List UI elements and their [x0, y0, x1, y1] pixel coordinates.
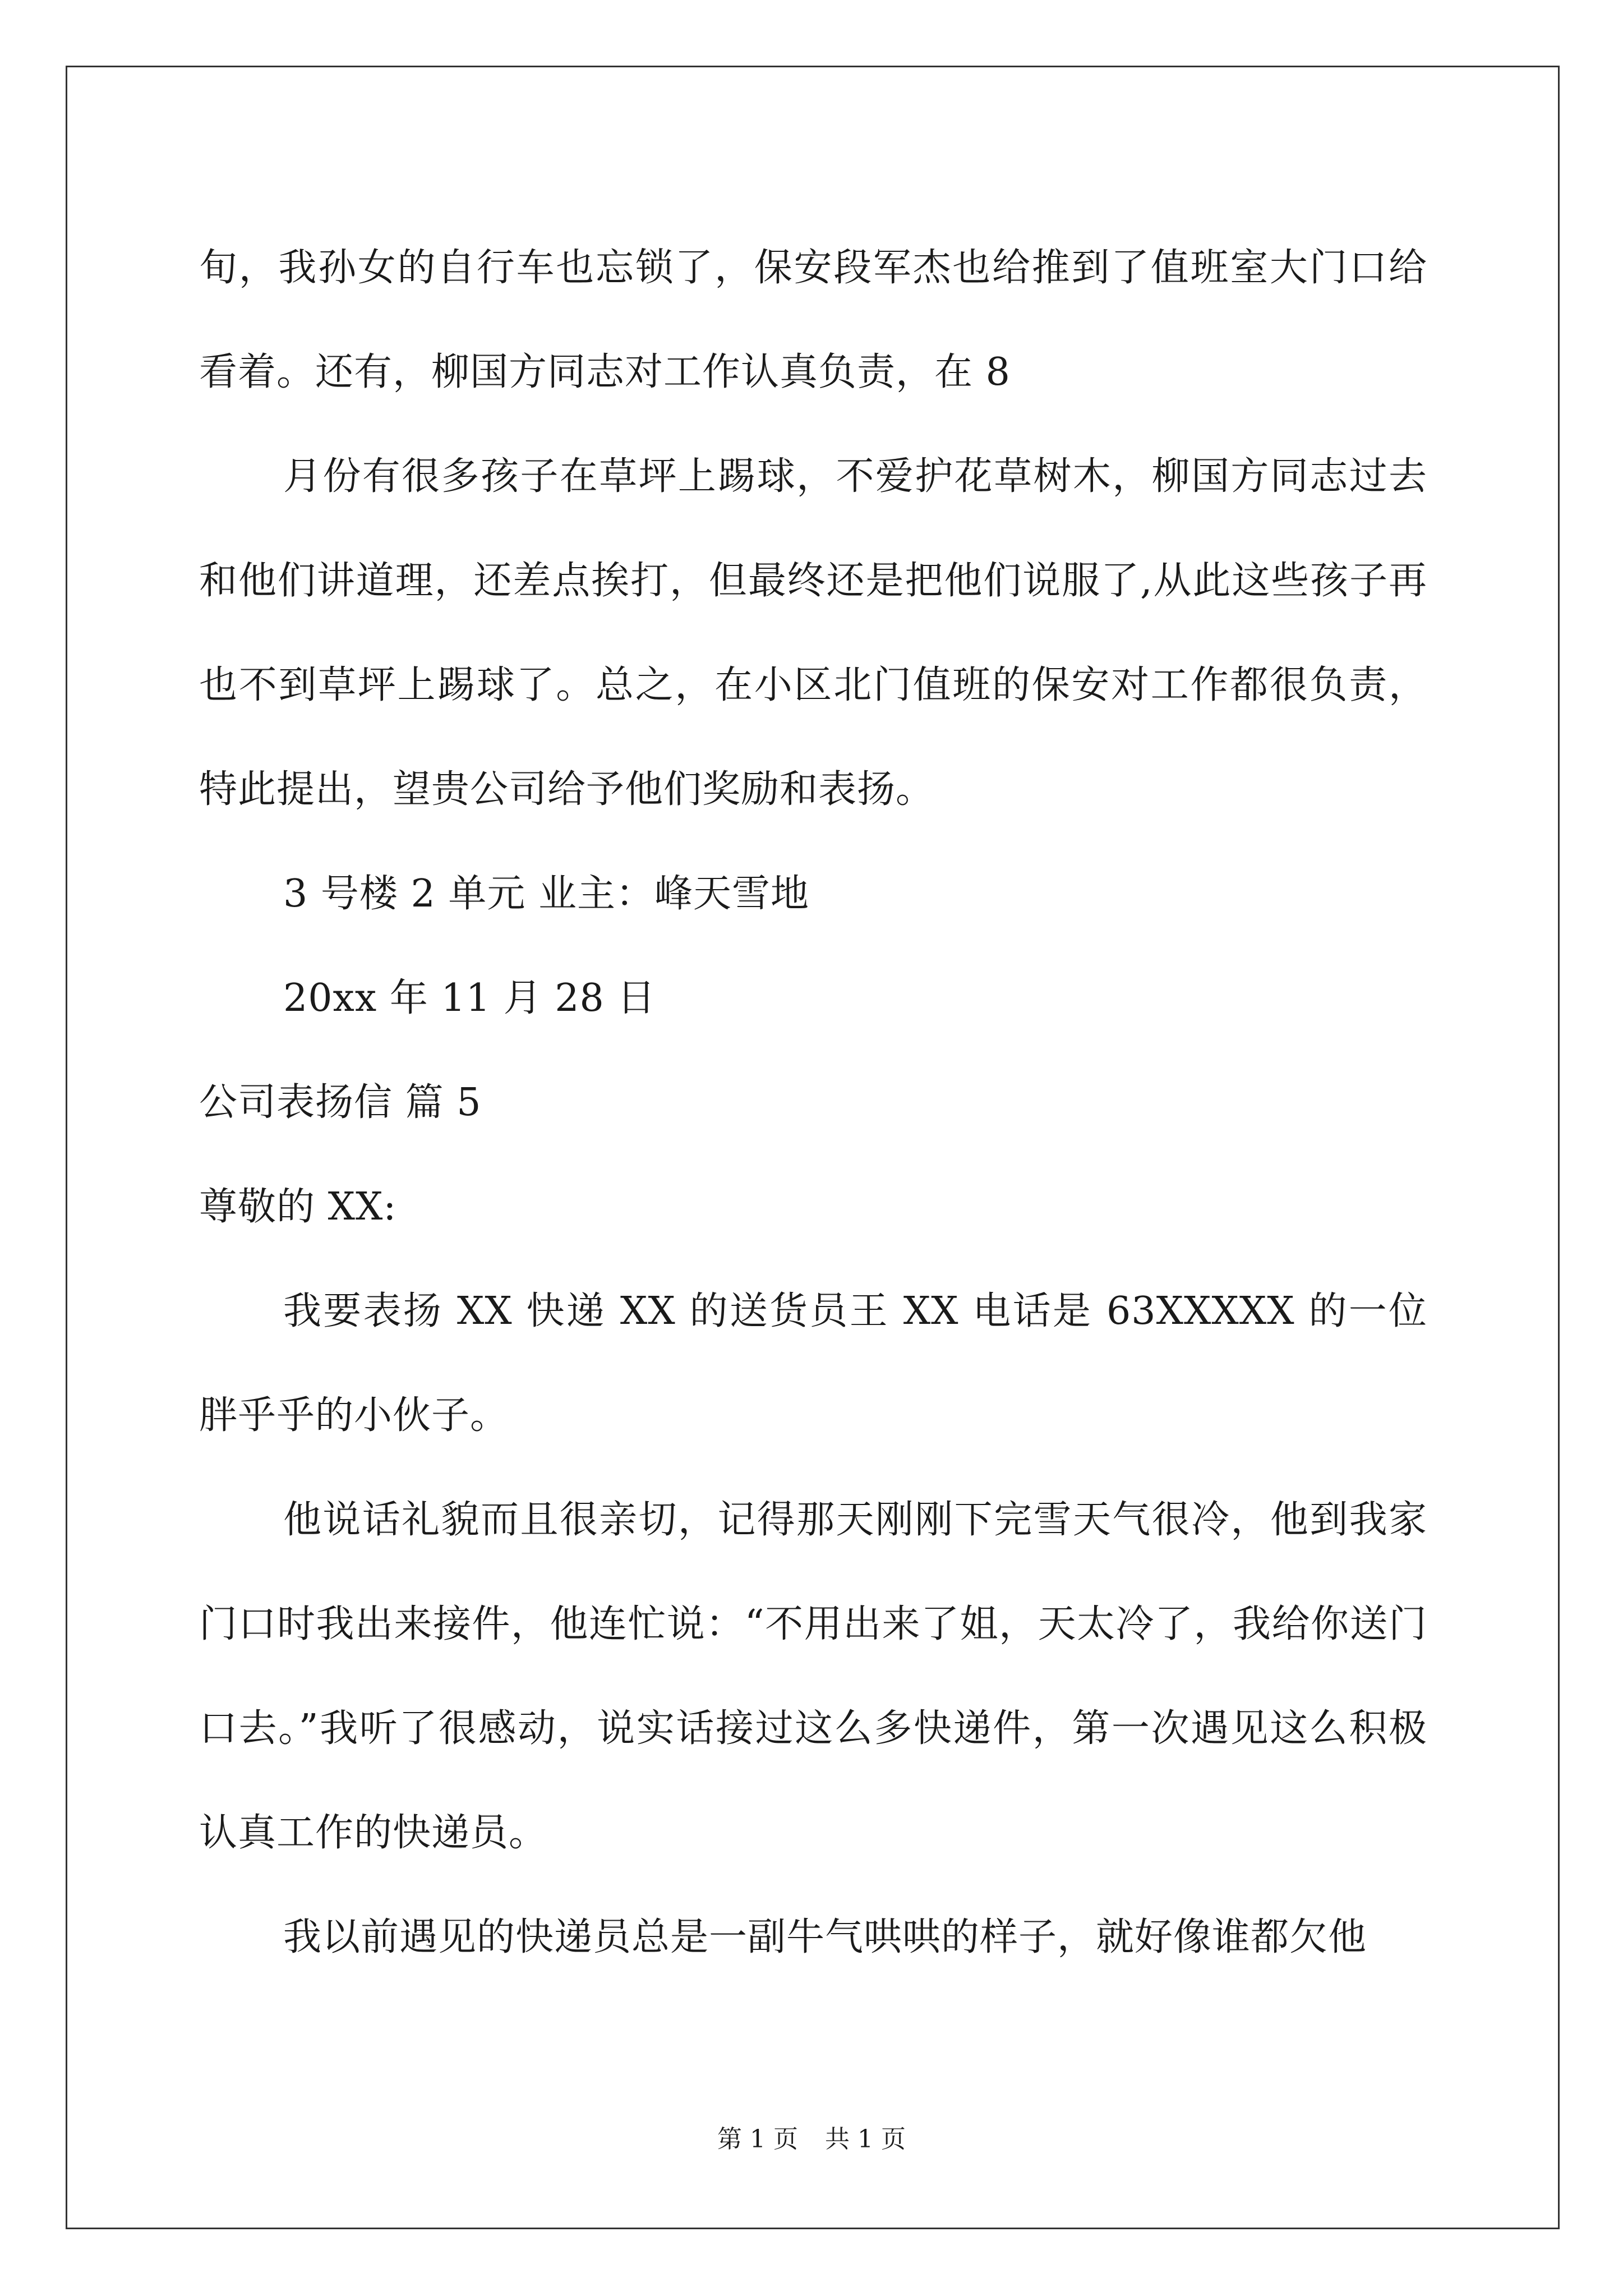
letter-salutation: 尊敬的 XX: [199, 1185, 397, 1229]
paragraph-1: 旬，我孙女的自行车也忘锁了，保安段军杰也给推到了值班室大门口给看着。还有，柳国方同志对工作认真负责，在 8 [199, 246, 1427, 394]
paragraph-2: 月份有很多孩子在草坪上踢球，不爱护花草树木，柳国方同志过去和他们讲道理，还差点挨打，但最终还是把他们说服了,从此这些孩子再也不到草坪上踢球了。总之，在小区北门值班的保安对工作都很负责，特此提出，望贵公司给予他们奖励和表扬。 [199, 454, 1427, 812]
paragraph-3: 我要表扬 XX 快递 XX 的送货员王 XX 电话是 63XXXXX 的一位胖乎乎的小伙子。 [199, 1289, 1427, 1438]
paragraph-4: 他说话礼貌而且很亲切，记得那天刚刚下完雪天气很冷，他到我家门口时我出来接件，他连忙说：“不用出来了姐，天太冷了，我给你送门口去。”我听了很感动，说实话接过这么多快递件，第一次遇见这么积极认真工作的快递员。 [199, 1498, 1427, 1855]
paragraph-5: 我以前遇见的快递员总是一副牛气哄哄的样子，就好像谁都欠他 [283, 1915, 1367, 1959]
page-number: 第 1 页 [717, 2125, 798, 2154]
page-footer [0, 2124, 1623, 2155]
signature-date: 20xx 年 11 月 28 日 [283, 976, 656, 1020]
document-body [199, 216, 1427, 1990]
section-heading: 公司表扬信 篇 5 [199, 1080, 482, 1125]
signature-address: 3 号楼 2 单元 业主：峰天雪地 [283, 872, 809, 916]
page-total: 共 1 页 [825, 2125, 906, 2154]
